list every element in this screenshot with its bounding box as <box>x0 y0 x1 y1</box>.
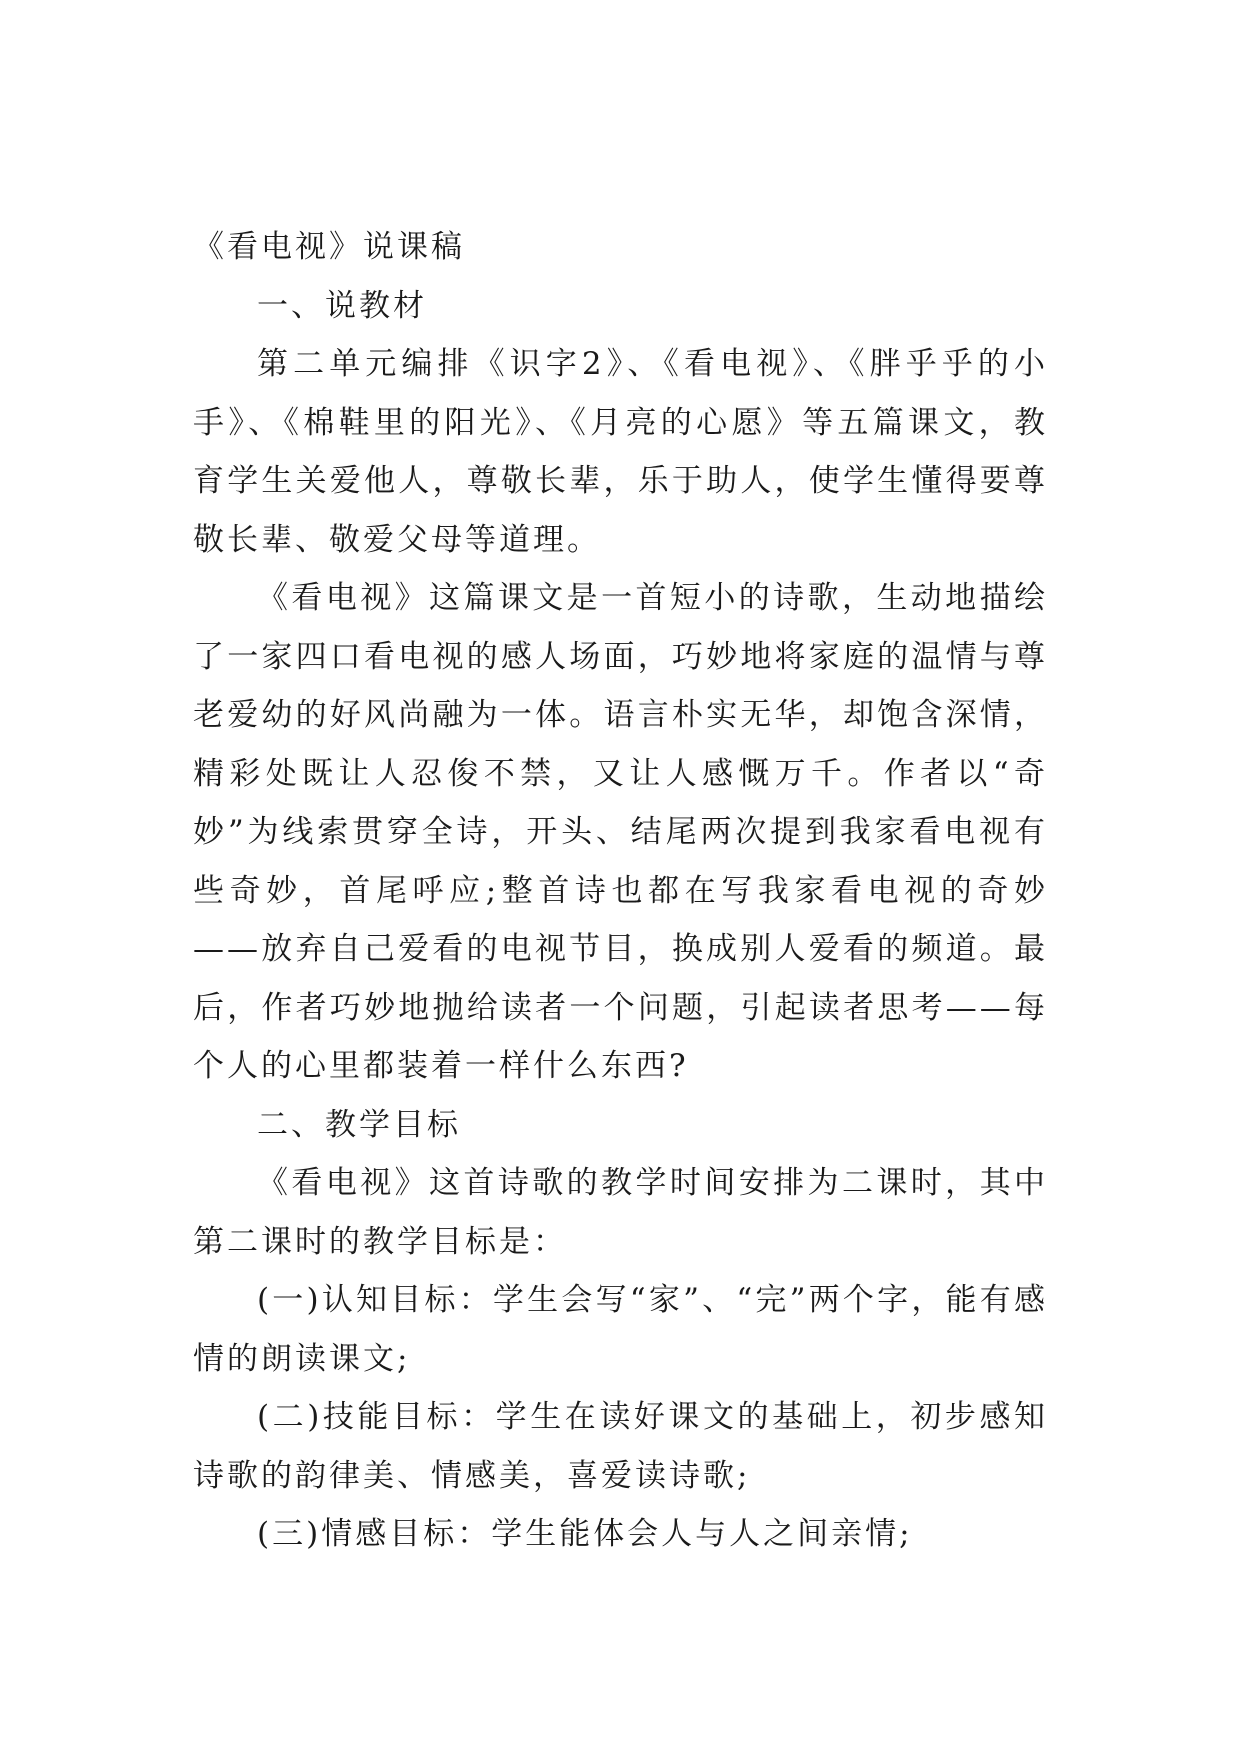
goal-emotion: (三)情感目标：学生能体会人与人之间亲情; <box>257 1516 913 1552</box>
paragraph-goals-intro: 《看电视》这首诗歌的教学时间安排为二课时，其中第二课时的教学目标是： <box>193 1165 1048 1260</box>
goal-skill: (二)技能目标：学生在读好课文的基础上，初步感知诗歌的韵律美、情感美，喜爱读诗歌; <box>193 1399 1048 1494</box>
paragraph-unit-overview: 第二单元编排《识字2》、《看电视》、《胖乎乎的小手》、《棉鞋里的阳光》、《月亮的心愿》等五篇课文，教育学生关爱他人，尊敬长辈，乐于助人，使学生懂得要尊敬长辈、敬爱父母等道理。 <box>193 346 1048 558</box>
document-body <box>193 218 1048 1564</box>
document-title: 《看电视》说课稿 <box>193 229 465 265</box>
paragraph-text-analysis: 《看电视》这篇课文是一首短小的诗歌，生动地描绘了一家四口看电视的感人场面，巧妙地将家庭的温情与尊老爱幼的好风尚融为一体。语言朴实无华，却饱含深情，精彩处既让人忍俊不禁，又让人感慨万千。作者以“奇妙”为线索贯穿全诗，开头、结尾两次提到我家看电视有些奇妙，首尾呼应;整首诗也都在写我家看电视的奇妙——放弃自己爱看的电视节目，换成别人爱看的频道。最后，作者巧妙地抛给读者一个问题，引起读者思考——每个人的心里都装着一样什么东西? <box>193 580 1048 1084</box>
goal-cognitive: (一)认知目标：学生会写“家”、“完”两个字，能有感情的朗读课文; <box>193 1282 1048 1377</box>
section-heading-teaching-goals: 二、教学目标 <box>257 1106 461 1143</box>
section-heading-teaching-material: 一、说教材 <box>257 287 427 324</box>
